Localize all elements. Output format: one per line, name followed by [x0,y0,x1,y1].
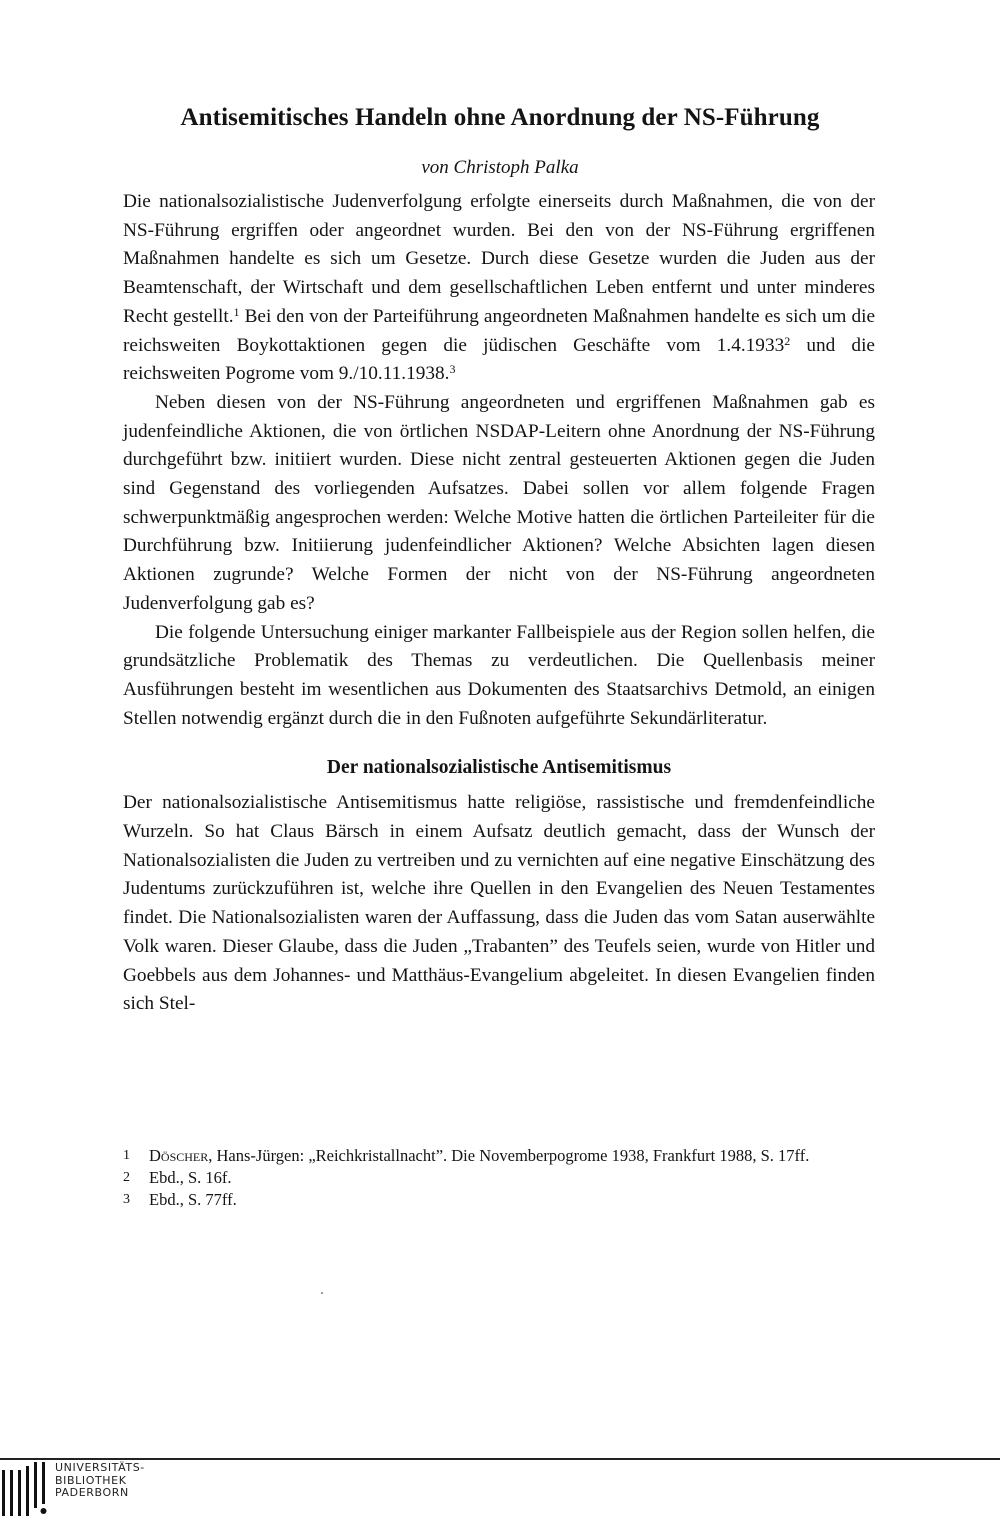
paragraph-1-text-b: Bei den von der Parteiführung angeordneten Maßnahmen handelte es sich um die reichsweiten Boykottaktionen gegen die jüdischen Geschäfte vom 1.4.1933 [123,305,876,356]
paragraph-4: Der nationalsozialistische Antisemitismus hatte religiöse, rassistische und fremdenfeindliche Wurzeln. So hat Claus Bärsch in einem Aufsatz deutlich gemacht, dass der Wunsch der Nationalsozialisten die Juden zu vertreiben und zu vernichten auf eine negative Einschätzung des Judentums zurückzuführen ist, welche ihre Quellen in den Evangelien des Neuen Testamentes findet. Die Nationalsozialisten waren der Auffassung, dass die Juden das vom Satan auserwählte Volk waren. Dieser Glaube, dass die Juden „Trabanten” des Teufels seien, wurde von Hitler und Goebbels aus dem Johannes- und Matthäus-Evangelium abgeleitet. In diesen Evangelien finden sich Stel- [123,792,875,1015]
author-byline: von Christoph Palka [421,157,579,178]
section-heading: Der nationalsozialistische Antisemitismus [326,757,672,779]
footnote-text [149,1145,875,1167]
footnote-citation: , Hans-Jürgen: „Reichkristallnacht”. Die Novemberpogrome 1938, Frankfurt 1988, S. 17ff. [208,1146,810,1165]
article-title: Antisemitisches Handeln ohne Anordnung der NS-Führung [180,104,820,131]
footnote-3 [123,1189,875,1211]
footnote-number: 1 [123,1148,130,1163]
footnote-citation: Ebd., S. 16f. [149,1168,232,1187]
paragraph-3: Die folgende Untersuchung einiger markanter Fallbeispiele aus der Region sollen helfen, die grundsätzliche Problematik des Themas zu verdeutlichen. Die Quellenbasis meiner Ausführungen besteht im wesentlichen aus Dokumenten des Staatsarchivs Detmold, an einigen Stellen notwendig ergänzt durch die in den Fußnoten aufgeführte Sekundärliteratur. [123,621,875,729]
library-logo [0,1462,200,1516]
library-name-line-2: BIBLIOTHEK [55,1473,127,1487]
paragraph-2: Neben diesen von der NS-Führung angeordneten und ergriffenen Maßnahmen gab es judenfeindliche Aktionen, die von örtlichen NSDAP-Leitern ohne Anordnung der NS-Führung durchgeführt bzw. initiiert wurden. Diese nicht zentral gesteuerten Aktionen gegen die Juden sind Gegenstand des vorliegenden Aufsatzes. Dabei sollen vor allem folgende Fragen schwerpunktmäßig angesprochen werden: Welche Motive hatten die örtlichen Parteileiter für die Durchführung bzw. Initiierung judenfeindlicher Aktionen? Welche Absichten lagen diesen Aktionen zugrunde? Welche Formen der nicht von der NS-Führung angeordneten Judenverfolgung gab es? [123,391,875,614]
footnote-number: 2 [123,1170,130,1185]
footnote-1 [123,1145,875,1167]
footnote-citation: Ebd., S. 77ff. [149,1190,237,1209]
footnote-author: Döscher [149,1146,209,1165]
article-body [123,188,875,1019]
library-name [55,1462,145,1500]
library-name-line-3: PADERBORN [55,1486,129,1499]
footnote-number: 3 [123,1192,130,1207]
barcode-icon [0,1462,50,1516]
library-name-line-1: UNIVERSITÄTS- [55,1461,145,1474]
footnote-ref-1: 1 [233,304,240,319]
paragraph-1 [123,188,875,389]
footnote-ref-2: 2 [784,333,791,348]
footnote-ref-3: 3 [449,362,456,377]
page-divider [0,1458,1000,1460]
footnotes [123,1145,875,1211]
paragraph-1-text-c: und die reichsweiten Pogrome vom 9./10.11.1938. [123,334,875,385]
paragraph-1-text-a: Die nationalsozialistische Judenverfolgung erfolgte einerseits durch Maßnahmen, die von der NS-Führung ergriffen oder angeordnet wurden. Bei den von der NS-Führung ergriffenen Maßnahmen handelte es sich um Gesetze. Durch diese Gesetze wurden die Juden aus der Beamtenschaft, der Wirtschaft und dem gesellschaftlichen Leben entfernt und unter minderes Recht gestellt. [123,191,875,327]
scan-speck [321,1292,323,1294]
footnote-2 [123,1167,875,1189]
